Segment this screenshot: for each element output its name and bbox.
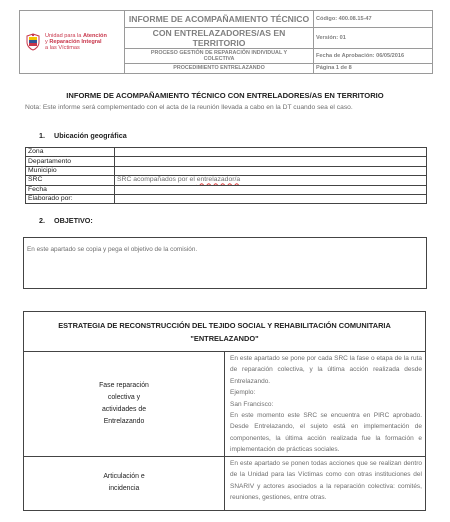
header-process: PROCESO GESTIÓN DE REPARACIÓN INDIVIDUAL Y COLECTIVA [125,49,314,64]
geo-label-elaborado-por: Elaborado por: [26,194,115,203]
table-row [26,157,427,166]
geo-value-municipio[interactable] [115,166,427,175]
header-title-line1: INFORME DE ACOMPAÑAMIENTO TÉCNICO [125,11,314,28]
header-version: Versión: 01 [314,28,433,49]
strategy-label-fase: Fase reparación colectiva y actividades de Entrelazando [24,352,225,457]
header-title-line2: CON ENTRELAZADORES/AS EN TERRITORIO [125,28,314,49]
geo-label-departamento: Departamento [26,157,115,166]
geo-label-zona: Zona [26,148,115,157]
logo-cell [20,11,125,74]
objective-box[interactable] [23,237,427,289]
strategy-table [23,311,426,511]
strategy-content-articulacion[interactable]: En este apartado se ponen todas acciones que se realizan dentro de la Unidad para las Víctimas como con otras instituciones del SNARIV y actores asociados a la reparación colectiva: comités, reuniones, gestiones, entre otras. [225,457,426,511]
table-row [24,457,426,511]
geo-label-municipio: Municipio [26,166,115,175]
geo-value-elaborado-por[interactable] [115,194,427,203]
geo-label-src: SRC [26,176,115,185]
table-row [26,148,427,157]
table-row [26,176,427,185]
header-procedure: PROCEDIMIENTO ENTRELAZANDO [125,64,314,74]
section-1-heading: 1. Ubicación geográfica [39,131,127,140]
strategy-title: ESTRATEGIA DE RECONSTRUCCIÓN DEL TEJIDO SOCIAL Y REHABILITACIÓN COMUNITARIA "ENTRELAZANDO" [24,312,426,352]
geo-label-fecha: Fecha [26,185,115,194]
geo-value-zona[interactable] [115,148,427,157]
table-row [26,166,427,175]
table-row [26,185,427,194]
header-approval-date: Fecha de Aprobación: 06/05/2016 [314,49,433,64]
logo-text: Unidad para la Atención y Reparación Integral a las Víctimas [45,32,107,52]
table-row [24,312,426,352]
section-2-heading: 2. OBJETIVO: [39,216,93,225]
objective-text: En este apartado se copia y pega el objetivo de la comisión. [27,246,198,253]
geo-value-src[interactable]: SRC acompañados por el entrelazador/a [115,176,427,185]
coat-of-arms-icon [25,33,41,51]
header-code: Código: 400.08.15-47 [314,11,433,28]
table-row [24,352,426,457]
unidad-victimas-logo [20,33,124,52]
geo-value-fecha[interactable] [115,185,427,194]
strategy-content-fase[interactable]: En este apartado se pone por cada SRC la fase o etapa de la ruta de reparación colectiva, y la última acción realizada desde Entrelazando. Ejemplo: San Francisco: En este momento este SRC se encuentra en PIRC aprobado. Desde Entrelazando, el sujeto está en implementación de componentes, la última acción realizada fue la formación e implementación de prácticas sociales. [225,352,426,457]
strategy-label-articulacion: Articulación e incidencia [24,457,225,511]
document-header [19,10,433,74]
geo-value-departamento[interactable] [115,157,427,166]
table-row [26,194,427,203]
document-note: Nota: Este informe será complementado con el acta de la reunión llevada a cabo en la DT cuando sea el caso. [25,104,353,111]
document-title: INFORME DE ACOMPAÑAMIENTO TÉCNICO CON ENTRELADORES/AS EN TERRITORIO [66,91,384,100]
geo-location-table [25,147,427,204]
header-page-number: Página 1 de 8 [314,64,433,74]
